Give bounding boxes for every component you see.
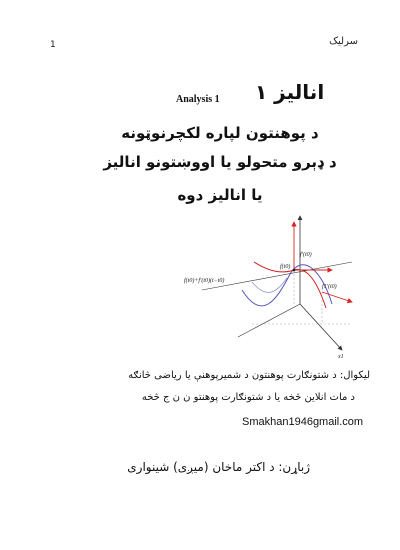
diagonal-axis [300, 304, 342, 350]
header-title: سرلیک [329, 36, 358, 47]
subtitle-lecture-notes: د پوهنتون لپاره لکچرنوټونه [121, 124, 319, 142]
point-t0 [293, 269, 296, 272]
title-arabic: انالیز ۱ [255, 80, 325, 104]
label-axis-x: x1 [338, 354, 344, 360]
author-line: لیکوال: د شتونګارت پوهنتون د شمیرپوهنې یا ریاضی څانګه [128, 370, 370, 381]
label-fprime-t0: f'(t0) [300, 252, 312, 258]
label-fprime-t1: f1'(t0) [322, 284, 337, 290]
subtitle-analysis-two: یا انالیز دوه [177, 186, 263, 204]
subtitle-multivariable: د ډېرو متحولو یا اووښتونو انالیز [103, 153, 337, 171]
source-line: د مات انلاین څخه یا د شتونګارت پوهنتو ن ن ج څخه [141, 392, 355, 403]
blue-curve [242, 265, 332, 306]
red-arrow-diag [322, 292, 352, 302]
title-english: Analysis 1 [176, 94, 220, 105]
translator-line: ژباړن: د اکتر ماخان (میږی) شینواری [127, 460, 310, 474]
label-f-t0: f(t0) [280, 264, 291, 270]
email: Smakhan1946gmail.com [242, 416, 364, 428]
left-axis [238, 304, 300, 337]
page-number: 1 [50, 40, 56, 50]
cover-figure [182, 212, 358, 362]
blue-curve-lower [252, 278, 287, 292]
label-tangent: f(t0)+f'(t0)(t−t0) [184, 278, 225, 284]
